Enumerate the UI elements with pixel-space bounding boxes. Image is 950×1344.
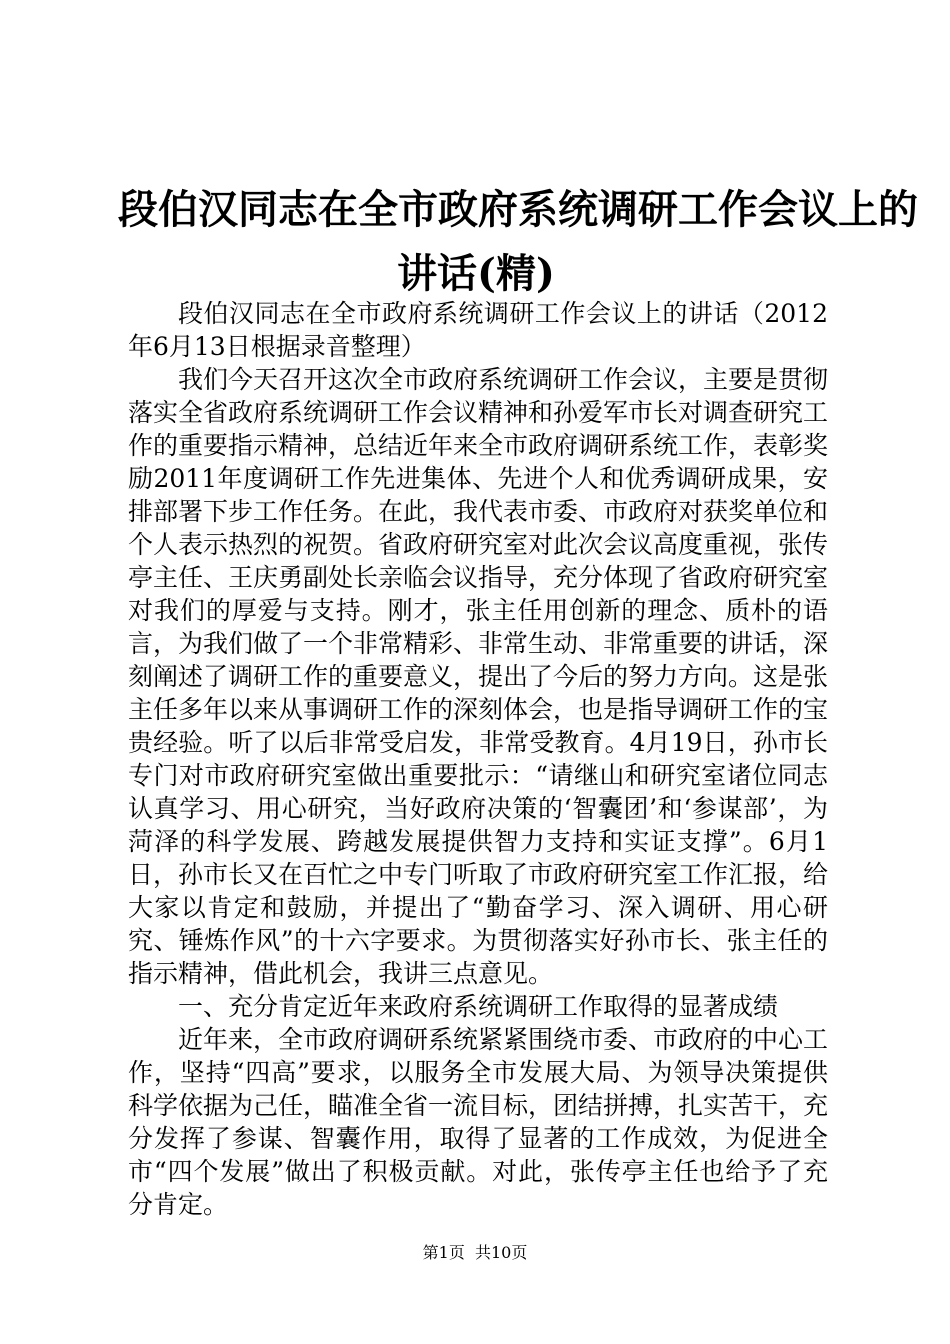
section-heading: 一、充分肯定近年来政府系统调研工作取得的显著成绩 <box>178 992 779 1021</box>
document-body <box>128 297 828 1221</box>
title-line-2: 讲话(精) <box>397 250 555 297</box>
section-paragraph: 近年来，全市政府调研系统紧紧围绕市委、市政府的中心工作，坚持“四高”要求，以服务全市发展大局、为领导决策提供科学依据为己任，瞄准全省一流目标，团结拼搏，扎实苦干，充分发挥了参谋、智囊作用，取得了显著的工作成效，为促进全市“四个发展”做出了积极贡献。对此，张传亭主任也给予了充分肯定。 <box>128 1025 829 1219</box>
intro-paragraph: 段伯汉同志在全市政府系统调研工作会议上的讲话（2012年6月13日根据录音整理） <box>128 299 828 361</box>
speech-paragraph: 我们今天召开这次全市政府系统调研工作会议，主要是贯彻落实全省政府系统调研工作会议精神和孙爱军市长对调查研究工作的重要指示精神，总结近年来全市政府调研系统工作，表彰奖励2011年度调研工作先进集体、先进个人和优秀调研成果，安排部署下步工作任务。在此，我代表市委、市政府对获奖单位和个人表示热烈的祝贺。省政府研究室对此次会议高度重视，张传亭主任、王庆勇副处长亲临会议指导，充分体现了省政府研究室对我们的厚爱与支持。刚才，张主任用创新的理念、质朴的语言，为我们做了一个非常精彩、非常生动、非常重要的讲话，深刻阐述了调研工作的重要意义，提出了今后的努力方向。这是张主任多年以来从事调研工作的深刻体会，也是指导调研工作的宝贵经验。听了以后非常受启发，非常受教育。4月19日，孙市长专门对市政府研究室做出重要批示：“请继山和研究室诸位同志认真学习、用心研究，当好政府决策的‘智囊团’和‘参谋部’，为菏泽的科学发展、跨越发展提供智力支持和实证支撑”。6月1日，孙市长又在百忙之中专门听取了市政府研究室工作汇报，给大家以肯定和鼓励，并提出了“勤奋学习、深入调研、用心研究、锤炼作风”的十六字要求。为贯彻落实好孙市长、张主任的指示精神，借此机会，我讲三点意见。 <box>128 365 829 988</box>
page-footer: 第1页 共10页 <box>422 1243 528 1262</box>
document-title <box>118 178 918 306</box>
title-line-1: 段伯汉同志在全市政府系统调研工作会议上的 <box>118 186 918 233</box>
